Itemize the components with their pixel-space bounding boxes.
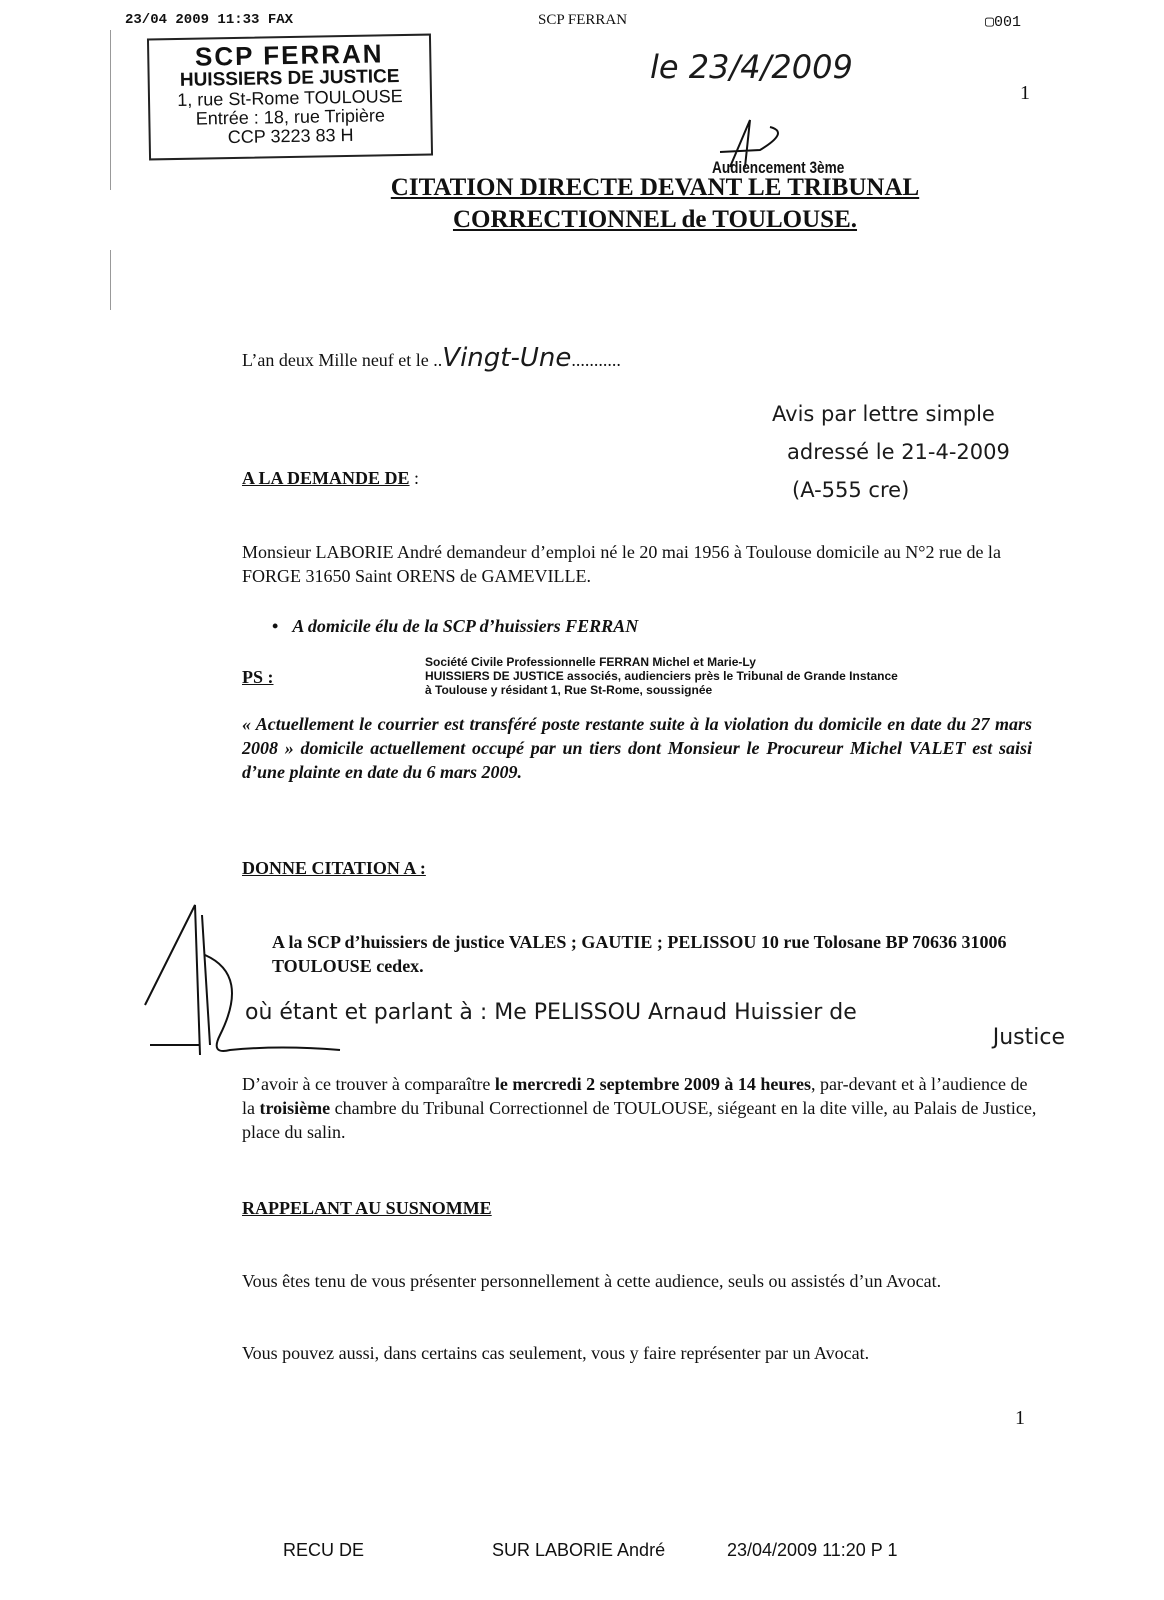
citation-heading: DONNE CITATION A : <box>242 858 426 878</box>
comparaitre-text: , par-devant et à l’audience de la <box>242 1074 1028 1118</box>
ps-text: « Actuellement le courrier est transféré poste restante suite à la violation du domicile en date du 27 mars 2008 » domicile actuellement occupé par un tiers dont Monsieur le Procureur Michel VALET est saisi d’une plainte en date du 6 mars 2009. <box>242 714 1032 782</box>
ps-stamp-line: HUISSIERS DE JUSTICE associés, audienciers près le Tribunal de Grande Instance <box>425 669 898 683</box>
signification-line: Justice <box>992 1025 1065 1050</box>
chamber: troisième <box>259 1098 331 1118</box>
signification-line: où étant et parlant à : Me PELISSOU Arnaud Huissier de <box>245 1000 857 1025</box>
comparaitre-text: chambre du Tribunal Correctionnel de TOULOUSE, siégeant en la dite ville, au Palais de Justice, place du salin. <box>242 1098 1037 1142</box>
ferran-stamp-block <box>425 655 985 697</box>
hearing-date: le mercredi 2 septembre 2009 à 14 heures <box>494 1074 811 1094</box>
citation-recipient: A la SCP d’huissiers de justice VALES ; GAUTIE ; PELISSOU 10 rue Tolosane BP 70636 31006 TOULOUSE cedex. <box>272 932 1007 976</box>
bullet-icon: • <box>272 616 279 636</box>
audiencement-stamp: Audiencement 3ème <box>712 158 845 177</box>
demande-heading <box>242 466 419 490</box>
handwritten-avis <box>772 395 1010 509</box>
handwritten-date: le 23/4/2009 <box>650 48 853 86</box>
avis-line: (A-555 cre) <box>792 478 910 502</box>
demandeur-paragraph: Monsieur LABORIE André demandeur d’emploi né le 20 mai 1956 à Toulouse domicile au N°2 rue de la FORGE 31650 Saint ORENS de GAMEVILLE. <box>242 542 1001 586</box>
stamp-line: SCP FERRAN <box>194 38 384 72</box>
scan-margin-line <box>110 250 111 310</box>
rappel-paragraph-2: Vous pouvez aussi, dans certains cas seulement, vous y faire représenter par un Avocat. <box>242 1343 870 1363</box>
fax-page-icon: ▢ <box>985 14 995 31</box>
stamp-line: CCP 3223 83 H <box>227 124 354 148</box>
footer-right: 23/04/2009 11:20 P 1 <box>727 1540 898 1560</box>
title-line-1: CITATION DIRECTE DEVANT LE TRIBUNAL <box>390 174 920 201</box>
comparaitre-paragraph <box>242 1072 1037 1144</box>
ps-stamp-line: à Toulouse y résidant 1, Rue St-Rome, soussignée <box>425 683 713 697</box>
fax-page-number: 001 <box>994 14 1022 31</box>
avis-line: Avis par lettre simple <box>772 402 995 426</box>
handwritten-day: Vingt-Une <box>442 343 572 373</box>
bullet-item <box>272 614 638 638</box>
intro-line <box>242 343 621 373</box>
avis-line: adressé le 21-4-2009 <box>787 440 1010 464</box>
demande-heading-text: A LA DEMANDE DE <box>242 468 410 488</box>
page-number-top: 1 <box>1020 82 1030 104</box>
bailiff-stamp <box>147 34 433 161</box>
bullet-text: A domicile élu de la SCP d’huissiers FERRAN <box>292 616 639 636</box>
stamp-line: 1, rue St-Rome TOULOUSE <box>177 86 403 111</box>
stamp-line: Entrée : 18, rue Tripière <box>195 105 386 129</box>
rappel-paragraph-1: Vous êtes tenu de vous présenter personnellement à cette audience, seuls ou assistés d’un Avocat. <box>242 1271 942 1291</box>
footer-left: RECU DE <box>283 1540 365 1560</box>
fax-header-right <box>985 12 1021 31</box>
fax-header-left: 23/04 2009 11:33 FAX <box>125 12 294 28</box>
handwritten-signification <box>245 1000 1095 1050</box>
demande-colon: : <box>409 468 420 488</box>
intro-suffix: ........... <box>571 350 621 370</box>
title-line-2: CORRECTIONNEL de TOULOUSE. <box>452 206 858 233</box>
comparaitre-text: D’avoir à ce trouver à comparaître <box>242 1074 495 1094</box>
stamp-line: HUISSIERS DE JUSTICE <box>179 66 400 92</box>
footer-center: SUR LABORIE André <box>492 1540 666 1560</box>
intro-prefix: L’an deux Mille neuf et le .. <box>242 350 443 370</box>
fax-header-center: SCP FERRAN <box>538 12 628 28</box>
page-number-bottom: 1 <box>1015 1407 1025 1429</box>
ps-label: PS : <box>242 667 274 687</box>
rappel-heading: RAPPELANT AU SUSNOMME <box>242 1198 492 1218</box>
ps-stamp-line: Société Civile Professionnelle FERRAN Michel et Marie-Ly <box>425 655 756 669</box>
scan-margin-line <box>110 30 111 190</box>
page-title <box>355 172 955 236</box>
